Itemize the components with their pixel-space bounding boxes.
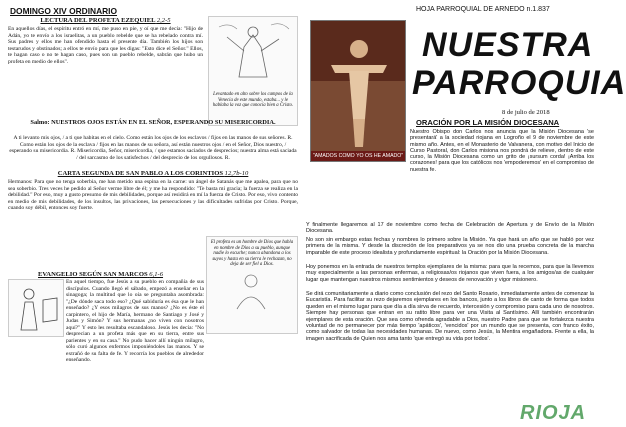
crucifix-photo (310, 20, 406, 162)
evangelio-ref: 6,1-6 (149, 271, 164, 278)
hoja-label: HOJA PARROQUIAL DE ARNEDO n.1.837 (416, 6, 550, 13)
title-parroquia: PARROQUIA (412, 64, 626, 102)
carta-title: CARTA SEGUNDA DE SAN PABLO A LOS CORINTIOS (57, 170, 224, 177)
carta-text-full (8, 179, 298, 211)
crucifix-icon (311, 21, 405, 151)
jesus-teaching-icon (9, 280, 63, 336)
subtitle: ORACIÓN POR LA MISIÓN DIOCESANA (416, 118, 560, 127)
domingo-title: DOMINGO XIV ORDINARIO (10, 6, 118, 16)
paragraph-4: Hoy ponemos en la entrada de nuestros templos ejemplares de la misma: para que la recemos, para que la llevemos muy especialmente a las personas enfermas, a religiosas/os riojanos que viven fuera, a los amigos/as de cualquier lugar que mantengan nuestros mismos sentimientos y deseos de renovación y vigor misionero. (306, 264, 594, 283)
carta-ref: 12,7b-10 (224, 170, 249, 177)
rioja-watermark: RIOJA (520, 402, 587, 424)
paragraph-3: No son sin embargo estas fechas y nombres lo primero sobre la Misión. Ya que hará un año que se habló por vez primera de la misma. Y desde la discreción de los preparativos ya se nos dio una prueba concreta de la marcha imparable de este proceso idealista y profundamente espiritual: la Oración por la Misión Diocesana. (306, 237, 594, 256)
lectura-profeta-text: En aquellos días, el espíritu entró en mí, me puso en pie, y oí que me decía: "Hijo de Adán, yo te envío a los israelitas, a un pueblo rebelde que se ha rebelado contra mí. Sus padres y ellos me han ofendido hasta el presente día. También los hijos son testarudos y obstinados; a ellos te envío para que les digas: "Esto dice el Señor." Ellos, te hagan caso o no te hagan caso, pues son un pueblo rebelde, sabrán que hubo un profeta en medio de ellos". (8, 26, 203, 65)
left-page (8, 6, 298, 424)
christ-illustration (206, 236, 298, 334)
carta-heading (8, 170, 298, 177)
salmo-text: A ti levanto mis ojos, / a ti que habitas en el cielo. Como están los ojos de los esclavos / fijos en las manos de sus señores. R. Como están los ojos de la esclava / fijos en las manos de su señora, así están nuestros ojos / en el Señor, Dios nuestro, / esperando su misericordia. R. Misericordia, Señor, misericordia, / que estamos saciados de desprecios; nuestra alma está saciada / del sarcasmo de los satisfechos / del desprecio de los orgullosos. R. (9, 135, 297, 161)
lectura-profeta-heading (8, 17, 203, 24)
paragraph-1: Nuestro Obispo don Carlos nos anuncia que la Misión Diocesana 'se presentará' a la sociedad riojana en Logroño el 9 de noviembre de este mismo año. Antes, en el Monasterio de Valvanera, con motivo del Inicio de Curso Pastoral, don Carlos misiona nos pondrá de relieve, dentro de este curso, la Misión Diocesana como un grito de ¡sursum corda! ¡Arriba los corazones! para que los católicos nos 'empoderemos' en el compromiso de nuestra fe. (410, 129, 594, 173)
photo-caption: "AMADOS COMO YO OS HE AMADO" (312, 153, 404, 159)
salmo-title: Salmo: NUESTROS OJOS ESTÁN EN EL SEÑOR, ESPERANDO SU MISERICORDIA. (30, 119, 276, 126)
right-page (306, 6, 626, 424)
lectura-profeta-ref: 2,2-5 (156, 17, 171, 24)
evangelio-text: En aquel tiempo, fue Jesús a su pueblo en compañía de sus discípulos. Cuando llegó el sábado, empezó a enseñar en la sinagoga; la multitud que lo oía se preguntaba asombrada: "¿De dónde saca todo eso? ¿Qué sabiduría es ésa que le han enseñado? ¿Y esos milagros de sus manos? ¿No es éste el carpintero, el hijo de María, hermano de Santiago y José y Judas y Simón? Y sus hermanas ¿no viven con nosotros aquí?" Y esto les resultaba escandaloso. Jesús les decía: "No desprecian a un profeta más que en su tierra, entre sus parientes y en su casa." No pudo hacer allí ningún milagro, sólo curó algunos enfermos imponiéndoles las manos. Y se extrañó de su falta de fe. Y recorría los pueblos de alrededor enseñando. (66, 279, 204, 363)
carta-text: Hermanos: Para que no tenga soberbia, me han metido una espina en la carne: un ángel de Satanás que me apalea, para que no sea soberbio. Tres veces he pedido al Señor verme libre de él; y me ha respondido: "Te basta mi gracia; la fuerza se realiza en la debilidad." Por eso, muy a gusto presumo de mis debilidades, porque así residirá en mí la fuerza de Cristo. Por eso, vivo contento en medio de mis debilidades, de los insultos, las privaciones, las persecuciones y las dificultades sufridas por Cristo. Porque, cuando soy débil, entonces soy fuerte. (8, 179, 298, 211)
prophet-illustration (208, 16, 298, 126)
lectura-profeta-title: LECTURA DEL PROFETA EZEQUIEL (40, 17, 156, 24)
christ-caption: El profeta es un hombre de Dios que habla en nombre de Dios a su pueblo, aunque nadie lo escuche; nunca abandona a los suyos y hasta en su tierra le rechazan, no deja de ser fiel a Dios. (210, 240, 294, 268)
paragraph-5: Se dirá comunitariamente a diario como conclusión del rezo del Santo Rosario, inmediatamente antes de comenzar la Eucaristía. Para facilitar su rezo dejaremos ejemplares en los bancos, junto a los libros de canto de forma que todos queden en el mismo lugar para que día a día sirva de recuerdo, intercesión y compromiso para cada uno de nosotros. Siempre hay personas que entran en su ratito libre para ver una Visita al Santísimo. Allí también encontrarán ejemplares de esta oración. Que sea como ofrenda agradable a Dios, nuestro Padre para que se fortalezca nuestra voluntad de no permanecer por más tiempo 'apáticos', 'vencidos' por un mundo que se presenta, con franco éxito, como salvador de todas las necesidades humanas. De nuevo, como Jesús, la Mentira engañadora. Frente a ella, la imagen sacrificada de Quien nos ama tanto 'que entregó su vida por todos'. (306, 291, 594, 342)
christ-drawing-icon (207, 271, 295, 311)
title-nuestra: NUESTRA (422, 26, 594, 64)
evangelio-title: EVANGELIO SEGÚN SAN MARCOS (38, 271, 148, 278)
issue-date: 8 de julio de 2018 (502, 109, 550, 116)
prophet-caption: Levantado en alto sobre los campos de la Venecia de este mundo, estaba... y le hablaba la voz que conocía bien a Cristo. (212, 92, 294, 109)
jesus-synagogue-illustration (8, 279, 64, 337)
prophet-drawing-icon (209, 17, 297, 87)
paragraph-2: Y finalmente llegaremos al 17 de noviembre como fecha de Celebración de Apertura y de Envío de la Misión Diocesana. (306, 222, 594, 235)
evangelio-text-block (66, 279, 204, 424)
evangelio-heading (38, 271, 163, 278)
